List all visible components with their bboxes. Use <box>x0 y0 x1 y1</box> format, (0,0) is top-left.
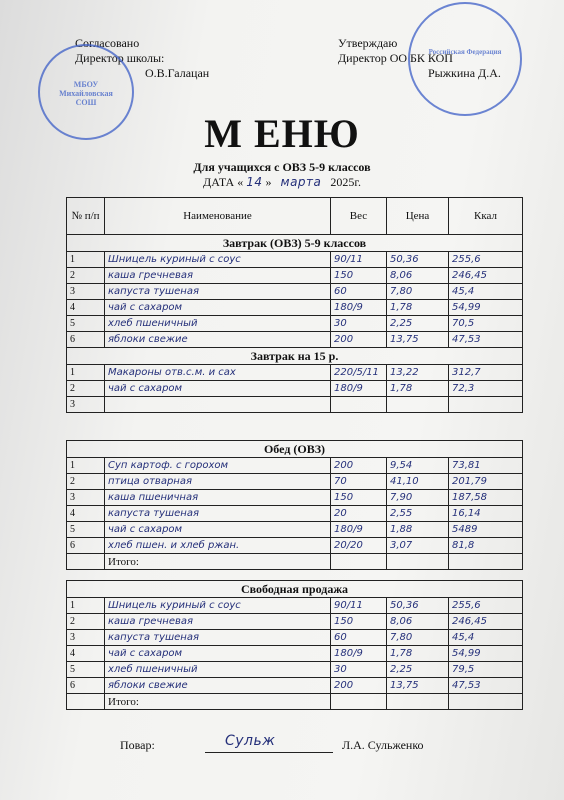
section-title: Завтрак (ОВЗ) 5-9 классов <box>67 235 523 252</box>
dish-price: 2,55 <box>387 506 449 522</box>
dish-name: каша пшеничная <box>105 490 331 506</box>
dish-price: 50,36 <box>387 598 449 614</box>
section-title: Завтрак на 15 р. <box>67 348 523 365</box>
dish-price: 3,07 <box>387 538 449 554</box>
menu-table-top <box>66 197 523 413</box>
col-name: Наименование <box>105 198 331 235</box>
dish-name: чай с сахаром <box>105 381 331 397</box>
dish-kcal: 54,99 <box>449 646 523 662</box>
dish-weight: 30 <box>331 662 387 678</box>
page-subtitle: Для учащихся с ОВЗ 5-9 классов <box>193 160 371 174</box>
dish-weight: 20/20 <box>331 538 387 554</box>
dish-name: хлеб пшеничный <box>105 662 331 678</box>
row-number: 5 <box>67 522 105 538</box>
cook-signature: Сульж <box>225 733 276 749</box>
table-row <box>67 490 523 506</box>
dish-name: хлеб пшеничный <box>105 316 331 332</box>
col-weight: Вес <box>331 198 387 235</box>
row-number: 5 <box>67 316 105 332</box>
dish-weight: 70 <box>331 474 387 490</box>
dish-kcal: 255,6 <box>449 252 523 268</box>
dish-name: яблоки свежие <box>105 678 331 694</box>
dish-weight: 60 <box>331 284 387 300</box>
row-number: 2 <box>67 614 105 630</box>
date-year: 2025г. <box>330 175 361 189</box>
date-day: 14 <box>246 175 263 189</box>
col-kcal: Ккал <box>449 198 523 235</box>
dish-price: 8,06 <box>387 268 449 284</box>
dish-weight: 90/11 <box>331 252 387 268</box>
dish-kcal: 70,5 <box>449 316 523 332</box>
dish-kcal: 47,53 <box>449 332 523 348</box>
dish-name: яблоки свежие <box>105 332 331 348</box>
dish-kcal: 312,7 <box>449 365 523 381</box>
dish-price: 1,78 <box>387 646 449 662</box>
dish-kcal: 5489 <box>449 522 523 538</box>
row-number: 1 <box>67 598 105 614</box>
row-number: 1 <box>67 365 105 381</box>
dish-weight: 200 <box>331 458 387 474</box>
table-row <box>67 365 523 381</box>
dish-name: капуста тушеная <box>105 630 331 646</box>
dish-weight: 150 <box>331 614 387 630</box>
approval-label: Согласовано <box>75 36 140 50</box>
dish-name: Макароны отв.с.м. и сах <box>105 365 331 381</box>
row-number: 3 <box>67 490 105 506</box>
dish-name: птица отварная <box>105 474 331 490</box>
dish-weight: 90/11 <box>331 598 387 614</box>
stamp-text: МБОУ Михайловская СОШ <box>59 80 113 107</box>
dish-name: каша гречневая <box>105 268 331 284</box>
row-number: 2 <box>67 381 105 397</box>
total-row <box>67 694 523 710</box>
row-number: 4 <box>67 646 105 662</box>
dish-name: чай с сахаром <box>105 300 331 316</box>
dish-kcal: 45,4 <box>449 630 523 646</box>
dish-name: капуста тушеная <box>105 284 331 300</box>
table-row <box>67 506 523 522</box>
signature-line <box>205 752 333 753</box>
dish-kcal: 45,4 <box>449 284 523 300</box>
company-director-name: Рыжкина Д.А. <box>428 66 501 80</box>
table-row <box>67 614 523 630</box>
dish-kcal: 81,8 <box>449 538 523 554</box>
dish-kcal: 246,45 <box>449 614 523 630</box>
table-row <box>67 397 523 413</box>
row-number: 3 <box>67 397 105 413</box>
table-row <box>67 662 523 678</box>
dish-name: Суп картоф. с горохом <box>105 458 331 474</box>
total-row <box>67 554 523 570</box>
dish-weight: 150 <box>331 268 387 284</box>
dish-kcal: 16,14 <box>449 506 523 522</box>
dish-kcal: 201,79 <box>449 474 523 490</box>
dish-weight: 180/9 <box>331 300 387 316</box>
menu-table-lunch <box>66 440 523 570</box>
row-number: 6 <box>67 538 105 554</box>
row-number: 2 <box>67 268 105 284</box>
table-row <box>67 538 523 554</box>
dish-kcal <box>449 397 523 413</box>
dish-kcal: 73,81 <box>449 458 523 474</box>
dish-price: 41,10 <box>387 474 449 490</box>
table-row <box>67 316 523 332</box>
dish-name: Шницель куриный с соус <box>105 598 331 614</box>
dish-weight: 150 <box>331 490 387 506</box>
row-number: 3 <box>67 630 105 646</box>
director-name: О.В.Галацан <box>145 66 210 80</box>
dish-price <box>387 397 449 413</box>
row-number: 6 <box>67 678 105 694</box>
row-number: 6 <box>67 332 105 348</box>
dish-price: 1,78 <box>387 300 449 316</box>
date-prefix: ДАТА « <box>203 175 244 189</box>
row-number: 1 <box>67 252 105 268</box>
page-title: М ЕНЮ <box>204 111 360 156</box>
dish-price: 50,36 <box>387 252 449 268</box>
dish-price: 13,22 <box>387 365 449 381</box>
dish-kcal: 72,3 <box>449 381 523 397</box>
table-row <box>67 646 523 662</box>
stamp-text: Российская Федерация <box>428 48 502 56</box>
cook-label: Повар: <box>120 738 155 752</box>
dish-kcal: 187,58 <box>449 490 523 506</box>
dish-price: 7,80 <box>387 284 449 300</box>
col-price: Цена <box>387 198 449 235</box>
dish-price: 1,88 <box>387 522 449 538</box>
menu-table-free <box>66 580 523 710</box>
table-row <box>67 268 523 284</box>
company-director-label: Директор ОО БК КОП <box>338 51 453 65</box>
cook-name: Л.А. Сульженко <box>342 738 424 752</box>
table-row <box>67 332 523 348</box>
dish-name: каша гречневая <box>105 614 331 630</box>
total-label: Итого: <box>105 694 331 710</box>
dish-weight <box>331 397 387 413</box>
dish-weight: 180/9 <box>331 646 387 662</box>
dish-price: 9,54 <box>387 458 449 474</box>
total-label: Итого: <box>105 554 331 570</box>
dish-price: 1,78 <box>387 381 449 397</box>
table-row <box>67 381 523 397</box>
row-number: 5 <box>67 662 105 678</box>
table-row <box>67 522 523 538</box>
section-title: Обед (ОВЗ) <box>67 441 523 458</box>
company-stamp <box>408 2 522 116</box>
table-row <box>67 474 523 490</box>
dish-name: Шницель куриный с соус <box>105 252 331 268</box>
dish-price: 2,25 <box>387 316 449 332</box>
table-row <box>67 300 523 316</box>
dish-name: чай с сахаром <box>105 522 331 538</box>
row-number: 1 <box>67 458 105 474</box>
dish-kcal: 54,99 <box>449 300 523 316</box>
dish-name <box>105 397 331 413</box>
dish-price: 13,75 <box>387 332 449 348</box>
header-row <box>67 198 523 235</box>
table-row <box>67 252 523 268</box>
dish-price: 7,80 <box>387 630 449 646</box>
dish-weight: 30 <box>331 316 387 332</box>
dish-name: хлеб пшен. и хлеб ржан. <box>105 538 331 554</box>
dish-price: 8,06 <box>387 614 449 630</box>
dish-price: 7,90 <box>387 490 449 506</box>
dish-price: 13,75 <box>387 678 449 694</box>
section-title: Свободная продажа <box>67 581 523 598</box>
director-label: Директор школы: <box>75 51 165 65</box>
dish-weight: 220/5/11 <box>331 365 387 381</box>
dish-weight: 60 <box>331 630 387 646</box>
dish-price: 2,25 <box>387 662 449 678</box>
dish-kcal: 255,6 <box>449 598 523 614</box>
col-num: № п/п <box>67 198 105 235</box>
dish-name: чай с сахаром <box>105 646 331 662</box>
dish-name: капуста тушеная <box>105 506 331 522</box>
row-number: 2 <box>67 474 105 490</box>
dish-weight: 180/9 <box>331 381 387 397</box>
table-row <box>67 630 523 646</box>
table-row <box>67 458 523 474</box>
date-mid: » <box>265 175 272 189</box>
dish-weight: 200 <box>331 678 387 694</box>
dish-kcal: 246,45 <box>449 268 523 284</box>
table-row <box>67 284 523 300</box>
dish-weight: 180/9 <box>331 522 387 538</box>
table-row <box>67 678 523 694</box>
dish-kcal: 47,53 <box>449 678 523 694</box>
dish-weight: 20 <box>331 506 387 522</box>
confirm-label: Утверждаю <box>338 36 398 50</box>
row-number: 3 <box>67 284 105 300</box>
date-month: марта <box>280 175 322 189</box>
row-number: 4 <box>67 506 105 522</box>
table-row <box>67 598 523 614</box>
dish-kcal: 79,5 <box>449 662 523 678</box>
date-line <box>0 175 564 190</box>
dish-weight: 200 <box>331 332 387 348</box>
row-number: 4 <box>67 300 105 316</box>
